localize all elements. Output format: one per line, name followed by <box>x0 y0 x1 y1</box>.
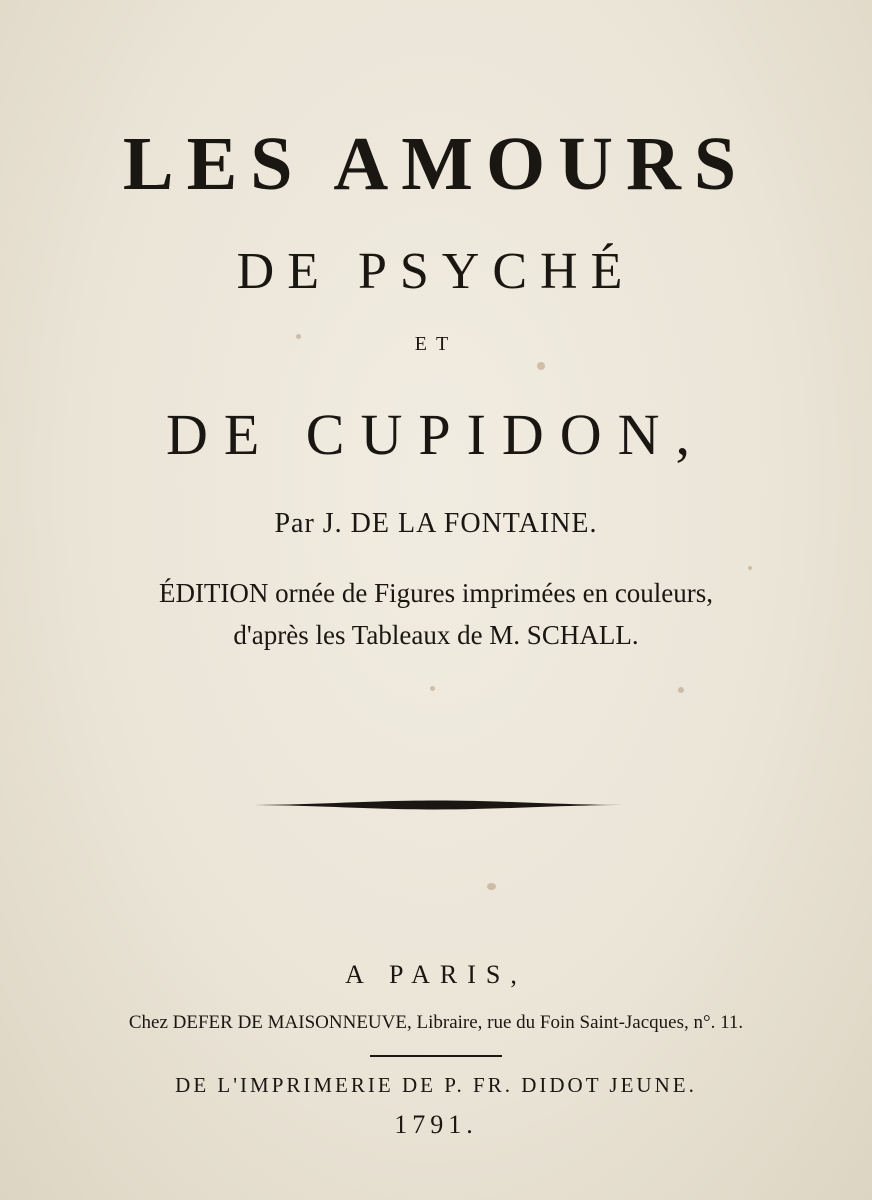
edition-line-1: ÉDITION ornée de Figures imprimées en couleurs, <box>158 578 714 608</box>
thin-rule <box>370 1055 502 1057</box>
foxing-spot <box>537 362 545 370</box>
publication-year: 1791. <box>394 1110 478 1139</box>
title-line-4: DE CUPIDON, <box>165 402 707 467</box>
city-line: A PARIS, <box>345 960 527 989</box>
foxing-spot <box>487 883 496 890</box>
author-line: Par J. DE LA FONTAINE. <box>274 508 598 539</box>
title-line-2: DE PSYCHÉ <box>236 243 636 300</box>
edition-line-2: d'après les Tableaux de M. SCHALL. <box>233 620 639 650</box>
title-line-3: ET <box>414 333 458 355</box>
foxing-spot <box>430 686 435 691</box>
foxing-spot <box>678 687 684 693</box>
ornamental-swelled-rule <box>250 799 622 811</box>
printer-line: DE L'IMPRIMERIE DE P. FR. DIDOT JEUNE. <box>175 1073 697 1097</box>
foxing-spot <box>748 566 752 570</box>
publisher-line: Chez DEFER DE MAISONNEUVE, Libraire, rue du Foin Saint-Jacques, n°. 11. <box>128 1012 744 1033</box>
title-line-1: LES AMOURS <box>122 122 750 206</box>
